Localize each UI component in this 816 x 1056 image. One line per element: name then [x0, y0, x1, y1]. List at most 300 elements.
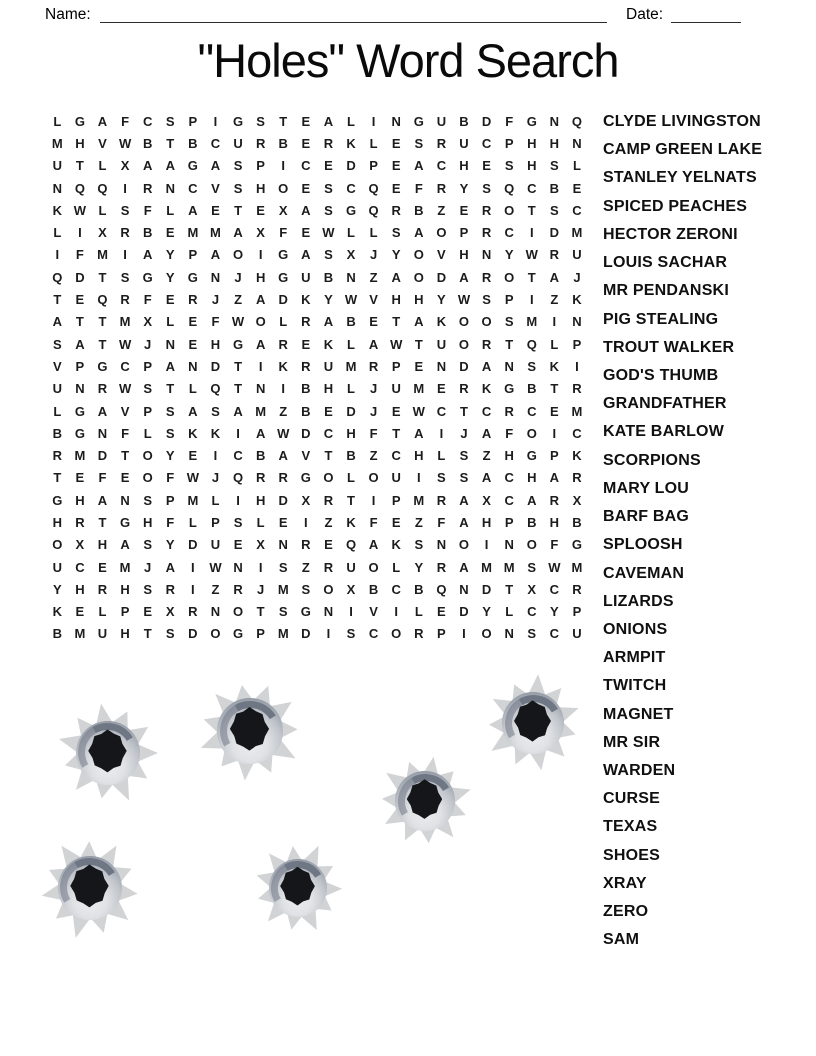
- grid-letter: O: [210, 626, 221, 642]
- name-blank-line: [100, 6, 607, 23]
- grid-letter: E: [301, 225, 311, 241]
- grid-letter: U: [52, 559, 62, 575]
- date-label: Date:: [626, 6, 664, 23]
- grid-letter: I: [416, 470, 421, 486]
- grid-letter: W: [344, 292, 358, 308]
- grid-letter: A: [414, 158, 424, 174]
- grid-letter: N: [278, 537, 288, 553]
- grid-letter: T: [279, 113, 288, 129]
- grid-letter: W: [457, 292, 471, 308]
- grid-letter: R: [97, 381, 108, 397]
- grid-letter: A: [233, 225, 243, 241]
- grid-letter: G: [300, 604, 311, 620]
- grid-letter: R: [459, 381, 469, 397]
- grid-letter: T: [98, 269, 107, 285]
- grid-letter: R: [301, 314, 311, 330]
- grid-letter: V: [369, 604, 378, 620]
- grid-letter: W: [118, 381, 132, 397]
- grid-letter: F: [550, 537, 559, 553]
- grid-letter: M: [97, 247, 108, 263]
- grid-letter: S: [527, 559, 537, 575]
- grid-letter: S: [211, 403, 220, 419]
- grid-letter: D: [301, 626, 311, 642]
- grid-letter: L: [550, 336, 559, 352]
- grid-letter: E: [301, 135, 311, 151]
- grid-letter: S: [550, 202, 559, 218]
- grid-letter: D: [481, 581, 492, 597]
- grid-letter: N: [504, 537, 514, 553]
- grid-letter: X: [301, 492, 311, 508]
- grid-letter: G: [142, 269, 153, 285]
- word-list-item: SAM: [603, 931, 640, 949]
- grid-letter: O: [232, 247, 244, 263]
- grid-letter: E: [459, 202, 469, 218]
- grid-letter: U: [572, 247, 582, 263]
- grid-letter: N: [504, 358, 514, 374]
- grid-letter: P: [143, 358, 152, 374]
- grid-letter: B: [414, 202, 424, 218]
- grid-letter: P: [165, 492, 175, 508]
- grid-letter: A: [97, 113, 108, 129]
- grid-letter: J: [144, 336, 152, 352]
- grid-letter: G: [74, 113, 85, 129]
- grid-letter: P: [572, 336, 582, 352]
- bullet-hole-icon: [38, 836, 142, 940]
- grid-letter: H: [391, 292, 401, 308]
- grid-letter: T: [166, 381, 175, 397]
- word-list-item: CAVEMAN: [603, 564, 685, 582]
- grid-letter: C: [504, 470, 514, 486]
- grid-letter: C: [481, 135, 492, 151]
- grid-letter: C: [436, 158, 447, 174]
- grid-letter: U: [436, 113, 447, 129]
- grid-letter: H: [504, 448, 514, 464]
- grid-letter: P: [120, 604, 130, 620]
- grid-letter: T: [324, 448, 333, 464]
- grid-letter: C: [210, 135, 221, 151]
- grid-letter: T: [121, 448, 130, 464]
- grid-letter: X: [75, 537, 85, 553]
- grid-letter: K: [391, 537, 401, 553]
- grid-letter: R: [52, 448, 62, 464]
- grid-letter: E: [391, 403, 401, 419]
- grid-letter: L: [53, 113, 62, 129]
- grid-letter: P: [459, 225, 469, 241]
- grid-letter: X: [256, 225, 265, 241]
- grid-letter: M: [74, 448, 86, 464]
- grid-letter: M: [571, 225, 583, 241]
- grid-letter: P: [188, 113, 198, 129]
- grid-letter: S: [143, 537, 152, 553]
- grid-letter: T: [75, 314, 84, 330]
- word-list-item: TWITCH: [603, 677, 667, 695]
- grid-letter: A: [368, 336, 379, 352]
- grid-letter: O: [458, 314, 470, 330]
- grid-letter: S: [504, 314, 514, 330]
- grid-letter: A: [233, 403, 243, 419]
- grid-letter: P: [75, 358, 85, 374]
- grid-letter: X: [346, 581, 356, 597]
- grid-letter: G: [52, 492, 63, 508]
- grid-letter: B: [572, 514, 582, 530]
- grid-letter: L: [414, 604, 423, 620]
- grid-letter: E: [188, 314, 198, 330]
- grid-letter: O: [481, 314, 492, 330]
- grid-letter: S: [233, 514, 243, 530]
- grid-letter: T: [98, 314, 107, 330]
- grid-letter: I: [55, 247, 60, 263]
- grid-letter: S: [414, 537, 424, 553]
- grid-letter: I: [439, 425, 444, 441]
- grid-letter: A: [459, 269, 469, 285]
- grid-letter: G: [526, 448, 537, 464]
- grid-letter: F: [437, 514, 446, 530]
- grid-letter: J: [369, 381, 378, 397]
- grid-letter: F: [143, 202, 152, 218]
- grid-letter: I: [281, 158, 286, 174]
- grid-letter: O: [323, 581, 334, 597]
- word-list-item: GRANDFATHER: [603, 395, 727, 413]
- grid-letter: A: [75, 336, 85, 352]
- grid-letter: S: [391, 225, 401, 241]
- grid-letter: R: [481, 336, 492, 352]
- grid-letter: G: [187, 158, 198, 174]
- grid-letter: E: [143, 604, 152, 620]
- grid-letter: F: [279, 225, 288, 241]
- grid-letter: H: [549, 135, 560, 151]
- grid-letter: A: [188, 403, 198, 419]
- grid-letter: F: [211, 314, 220, 330]
- grid-letter: E: [301, 180, 311, 196]
- grid-letter: O: [368, 470, 379, 486]
- grid-letter: H: [459, 247, 469, 263]
- grid-letter: S: [278, 559, 288, 575]
- grid-letter: T: [392, 425, 401, 441]
- grid-letter: N: [572, 314, 582, 330]
- grid-letter: H: [255, 492, 266, 508]
- grid-letter: S: [324, 180, 333, 196]
- grid-letter: S: [301, 581, 311, 597]
- grid-letter: T: [53, 470, 62, 486]
- grid-letter: M: [345, 358, 357, 374]
- grid-letter: T: [98, 514, 107, 530]
- grid-letter: E: [391, 158, 401, 174]
- grid-letter: Y: [165, 448, 175, 464]
- grid-letter: M: [119, 314, 131, 330]
- grid-letter: G: [345, 202, 357, 218]
- word-list-item: PIG STEALING: [603, 310, 719, 328]
- grid-letter: G: [278, 247, 289, 263]
- grid-letter: R: [120, 292, 130, 308]
- grid-letter: D: [481, 113, 492, 129]
- grid-letter: L: [211, 492, 220, 508]
- grid-letter: C: [572, 425, 582, 441]
- grid-letter: F: [505, 425, 514, 441]
- grid-letter: X: [346, 247, 356, 263]
- grid-letter: I: [213, 113, 218, 129]
- grid-letter: E: [414, 358, 424, 374]
- grid-letter: D: [549, 225, 560, 241]
- grid-letter: P: [391, 358, 401, 374]
- grid-letter: Y: [550, 604, 559, 620]
- grid-letter: A: [414, 425, 424, 441]
- grid-letter: T: [75, 158, 84, 174]
- grid-letter: I: [371, 113, 376, 129]
- word-list-item: GOD'S THUMB: [603, 366, 719, 384]
- grid-letter: C: [368, 626, 379, 642]
- grid-letter: S: [143, 581, 152, 597]
- grid-letter: I: [304, 514, 308, 530]
- grid-letter: M: [413, 492, 425, 508]
- grid-letter: L: [572, 158, 581, 174]
- grid-letter: V: [120, 403, 130, 419]
- page-title: "Holes" Word Search: [197, 34, 619, 87]
- grid-letter: R: [549, 247, 560, 263]
- grid-letter: R: [391, 202, 401, 218]
- grid-letter: A: [481, 358, 492, 374]
- grid-letter: N: [459, 581, 469, 597]
- grid-letter: E: [75, 292, 85, 308]
- grid-letter: K: [436, 314, 447, 330]
- grid-letter: L: [505, 604, 514, 620]
- grid-letter: H: [481, 514, 492, 530]
- grid-letter: G: [232, 113, 244, 129]
- grid-letter: Q: [368, 202, 379, 218]
- grid-letter: R: [278, 470, 288, 486]
- grid-letter: I: [236, 425, 240, 441]
- grid-letter: H: [120, 581, 130, 597]
- grid-letter: Y: [52, 581, 62, 597]
- word-list-item: SCORPIONS: [603, 451, 701, 469]
- grid-letter: X: [278, 202, 288, 218]
- grid-letter: L: [392, 559, 401, 575]
- grid-letter: T: [414, 336, 423, 352]
- grid-letter: A: [301, 247, 311, 263]
- grid-letter: L: [347, 336, 355, 352]
- grid-letter: J: [369, 403, 378, 419]
- grid-letter: G: [413, 113, 424, 129]
- grid-letter: L: [256, 514, 265, 530]
- grid-letter: R: [549, 492, 560, 508]
- grid-letter: B: [527, 381, 537, 397]
- grid-letter: S: [459, 448, 469, 464]
- grid-letter: Q: [345, 537, 357, 553]
- grid-letter: S: [346, 626, 356, 642]
- grid-letter: X: [482, 492, 491, 508]
- grid-letter: L: [369, 135, 378, 151]
- grid-letter: H: [549, 514, 560, 530]
- grid-letter: N: [436, 358, 447, 374]
- grid-letter: F: [98, 470, 107, 486]
- word-list-item: CURSE: [603, 790, 661, 808]
- grid-letter: E: [391, 180, 401, 196]
- grid-letter: M: [119, 559, 131, 575]
- grid-letter: R: [255, 470, 266, 486]
- grid-letter: Z: [324, 514, 333, 530]
- grid-letter: Q: [571, 113, 583, 129]
- grid-letter: C: [436, 403, 447, 419]
- grid-letter: A: [278, 448, 288, 464]
- grid-letter: K: [572, 448, 582, 464]
- grid-letter: U: [323, 358, 334, 374]
- grid-letter: M: [187, 225, 199, 241]
- grid-letter: R: [414, 626, 424, 642]
- grid-letter: N: [97, 425, 108, 441]
- grid-letter: A: [323, 113, 334, 129]
- word-list-item: MARY LOU: [603, 479, 690, 497]
- grid-letter: G: [278, 269, 289, 285]
- grid-letter: F: [414, 180, 423, 196]
- grid-letter: L: [437, 448, 446, 464]
- grid-letter: E: [256, 202, 265, 218]
- grid-letter: E: [324, 158, 333, 174]
- grid-letter: I: [529, 225, 534, 241]
- grid-letter: S: [120, 269, 130, 285]
- grid-letter: J: [573, 269, 581, 285]
- grid-letter: V: [98, 135, 107, 151]
- grid-letter: U: [233, 135, 243, 151]
- grid-letter: O: [232, 604, 244, 620]
- grid-letter: A: [459, 559, 469, 575]
- grid-letter: Q: [526, 336, 537, 352]
- grid-letter: M: [481, 559, 492, 575]
- grid-letter: W: [118, 135, 132, 151]
- grid-letter: A: [97, 403, 108, 419]
- grid-letter: R: [572, 470, 582, 486]
- grid-letter: L: [369, 225, 378, 241]
- grid-letter: P: [504, 292, 514, 308]
- grid-letter: S: [504, 158, 514, 174]
- grid-letter: F: [166, 514, 175, 530]
- grid-letter: C: [549, 626, 560, 642]
- grid-letter: I: [371, 492, 376, 508]
- grid-letter: C: [391, 581, 401, 597]
- grid-letter: C: [481, 403, 492, 419]
- grid-letter: R: [255, 135, 266, 151]
- grid-letter: G: [74, 425, 85, 441]
- grid-letter: O: [52, 537, 63, 553]
- grid-letter: T: [392, 314, 401, 330]
- grid-letter: B: [549, 180, 560, 196]
- grid-letter: L: [279, 314, 288, 330]
- grid-letter: H: [75, 581, 85, 597]
- grid-letter: C: [142, 113, 153, 129]
- grid-letter: N: [549, 113, 560, 129]
- grid-letter: I: [258, 247, 263, 263]
- grid-letter: A: [142, 158, 153, 174]
- grid-letter: F: [121, 425, 130, 441]
- grid-letter: K: [549, 358, 560, 374]
- grid-letter: N: [391, 113, 401, 129]
- word-list-item: SPICED PEACHES: [603, 197, 748, 215]
- grid-letter: B: [52, 425, 62, 441]
- word-list-item: ZERO: [603, 903, 649, 921]
- grid-letter: W: [231, 314, 245, 330]
- grid-letter: H: [346, 425, 356, 441]
- grid-letter: P: [188, 247, 198, 263]
- grid-letter: U: [346, 559, 356, 575]
- grid-letter: N: [52, 180, 62, 196]
- grid-letter: O: [413, 269, 424, 285]
- grid-letter: L: [347, 225, 355, 241]
- grid-letter: R: [75, 514, 85, 530]
- grid-letter: L: [98, 158, 107, 174]
- grid-letter: I: [552, 425, 557, 441]
- grid-letter: N: [572, 135, 582, 151]
- grid-letter: B: [142, 135, 153, 151]
- grid-letter: S: [165, 425, 175, 441]
- grid-letter: Q: [52, 269, 63, 285]
- grid-letter: K: [346, 135, 356, 151]
- grid-letter: A: [549, 470, 560, 486]
- grid-letter: X: [165, 604, 175, 620]
- grid-letter: E: [165, 292, 175, 308]
- grid-letter: K: [278, 358, 288, 374]
- grid-letter: O: [436, 225, 447, 241]
- grid-letter: H: [527, 470, 537, 486]
- grid-letter: W: [548, 559, 561, 575]
- grid-letter: C: [527, 604, 537, 620]
- grid-letter: S: [143, 492, 152, 508]
- grid-letter: E: [278, 514, 288, 530]
- grid-letter: C: [323, 425, 334, 441]
- grid-letter: N: [120, 492, 130, 508]
- grid-letter: E: [324, 403, 333, 419]
- word-list-item: LIZARDS: [603, 592, 674, 610]
- grid-letter: O: [142, 470, 153, 486]
- grid-letter: L: [347, 470, 355, 486]
- grid-letter: S: [233, 180, 243, 196]
- grid-letter: P: [504, 514, 514, 530]
- grid-letter: O: [526, 537, 537, 553]
- grid-letter: N: [233, 559, 243, 575]
- grid-letter: A: [301, 202, 311, 218]
- grid-letter: A: [255, 336, 266, 352]
- grid-letter: S: [482, 292, 491, 308]
- grid-letter: A: [165, 559, 175, 575]
- grid-letter: O: [504, 202, 515, 218]
- grid-letter: N: [346, 269, 356, 285]
- word-list-item: TROUT WALKER: [603, 338, 735, 356]
- grid-letter: Z: [437, 202, 446, 218]
- grid-letter: H: [255, 269, 266, 285]
- word-list-item: CLYDE LIVINGSTON: [603, 113, 761, 130]
- grid-letter: E: [301, 336, 311, 352]
- word-list-item: SPLOOSH: [603, 536, 683, 554]
- bullet-hole-icon: [251, 841, 345, 935]
- grid-letter: M: [571, 403, 583, 419]
- grid-letter: I: [258, 559, 263, 575]
- word-list-item: MR SIR: [603, 733, 661, 751]
- grid-letter: P: [504, 135, 514, 151]
- grid-letter: Z: [301, 559, 310, 575]
- word-list-item: BARF BAG: [603, 508, 690, 526]
- grid-letter: F: [166, 470, 175, 486]
- grid-letter: U: [52, 158, 62, 174]
- grid-letter: P: [143, 403, 152, 419]
- grid-letter: S: [482, 180, 491, 196]
- grid-letter: I: [123, 247, 127, 263]
- grid-letter: Z: [279, 403, 288, 419]
- grid-letter: R: [481, 225, 492, 241]
- grid-letter: Y: [165, 247, 175, 263]
- grid-letter: K: [301, 292, 311, 308]
- grid-letter: S: [256, 113, 265, 129]
- grid-letter: I: [123, 180, 127, 196]
- grid-letter: K: [346, 514, 356, 530]
- grid-letter: R: [436, 492, 447, 508]
- grid-letter: E: [188, 336, 198, 352]
